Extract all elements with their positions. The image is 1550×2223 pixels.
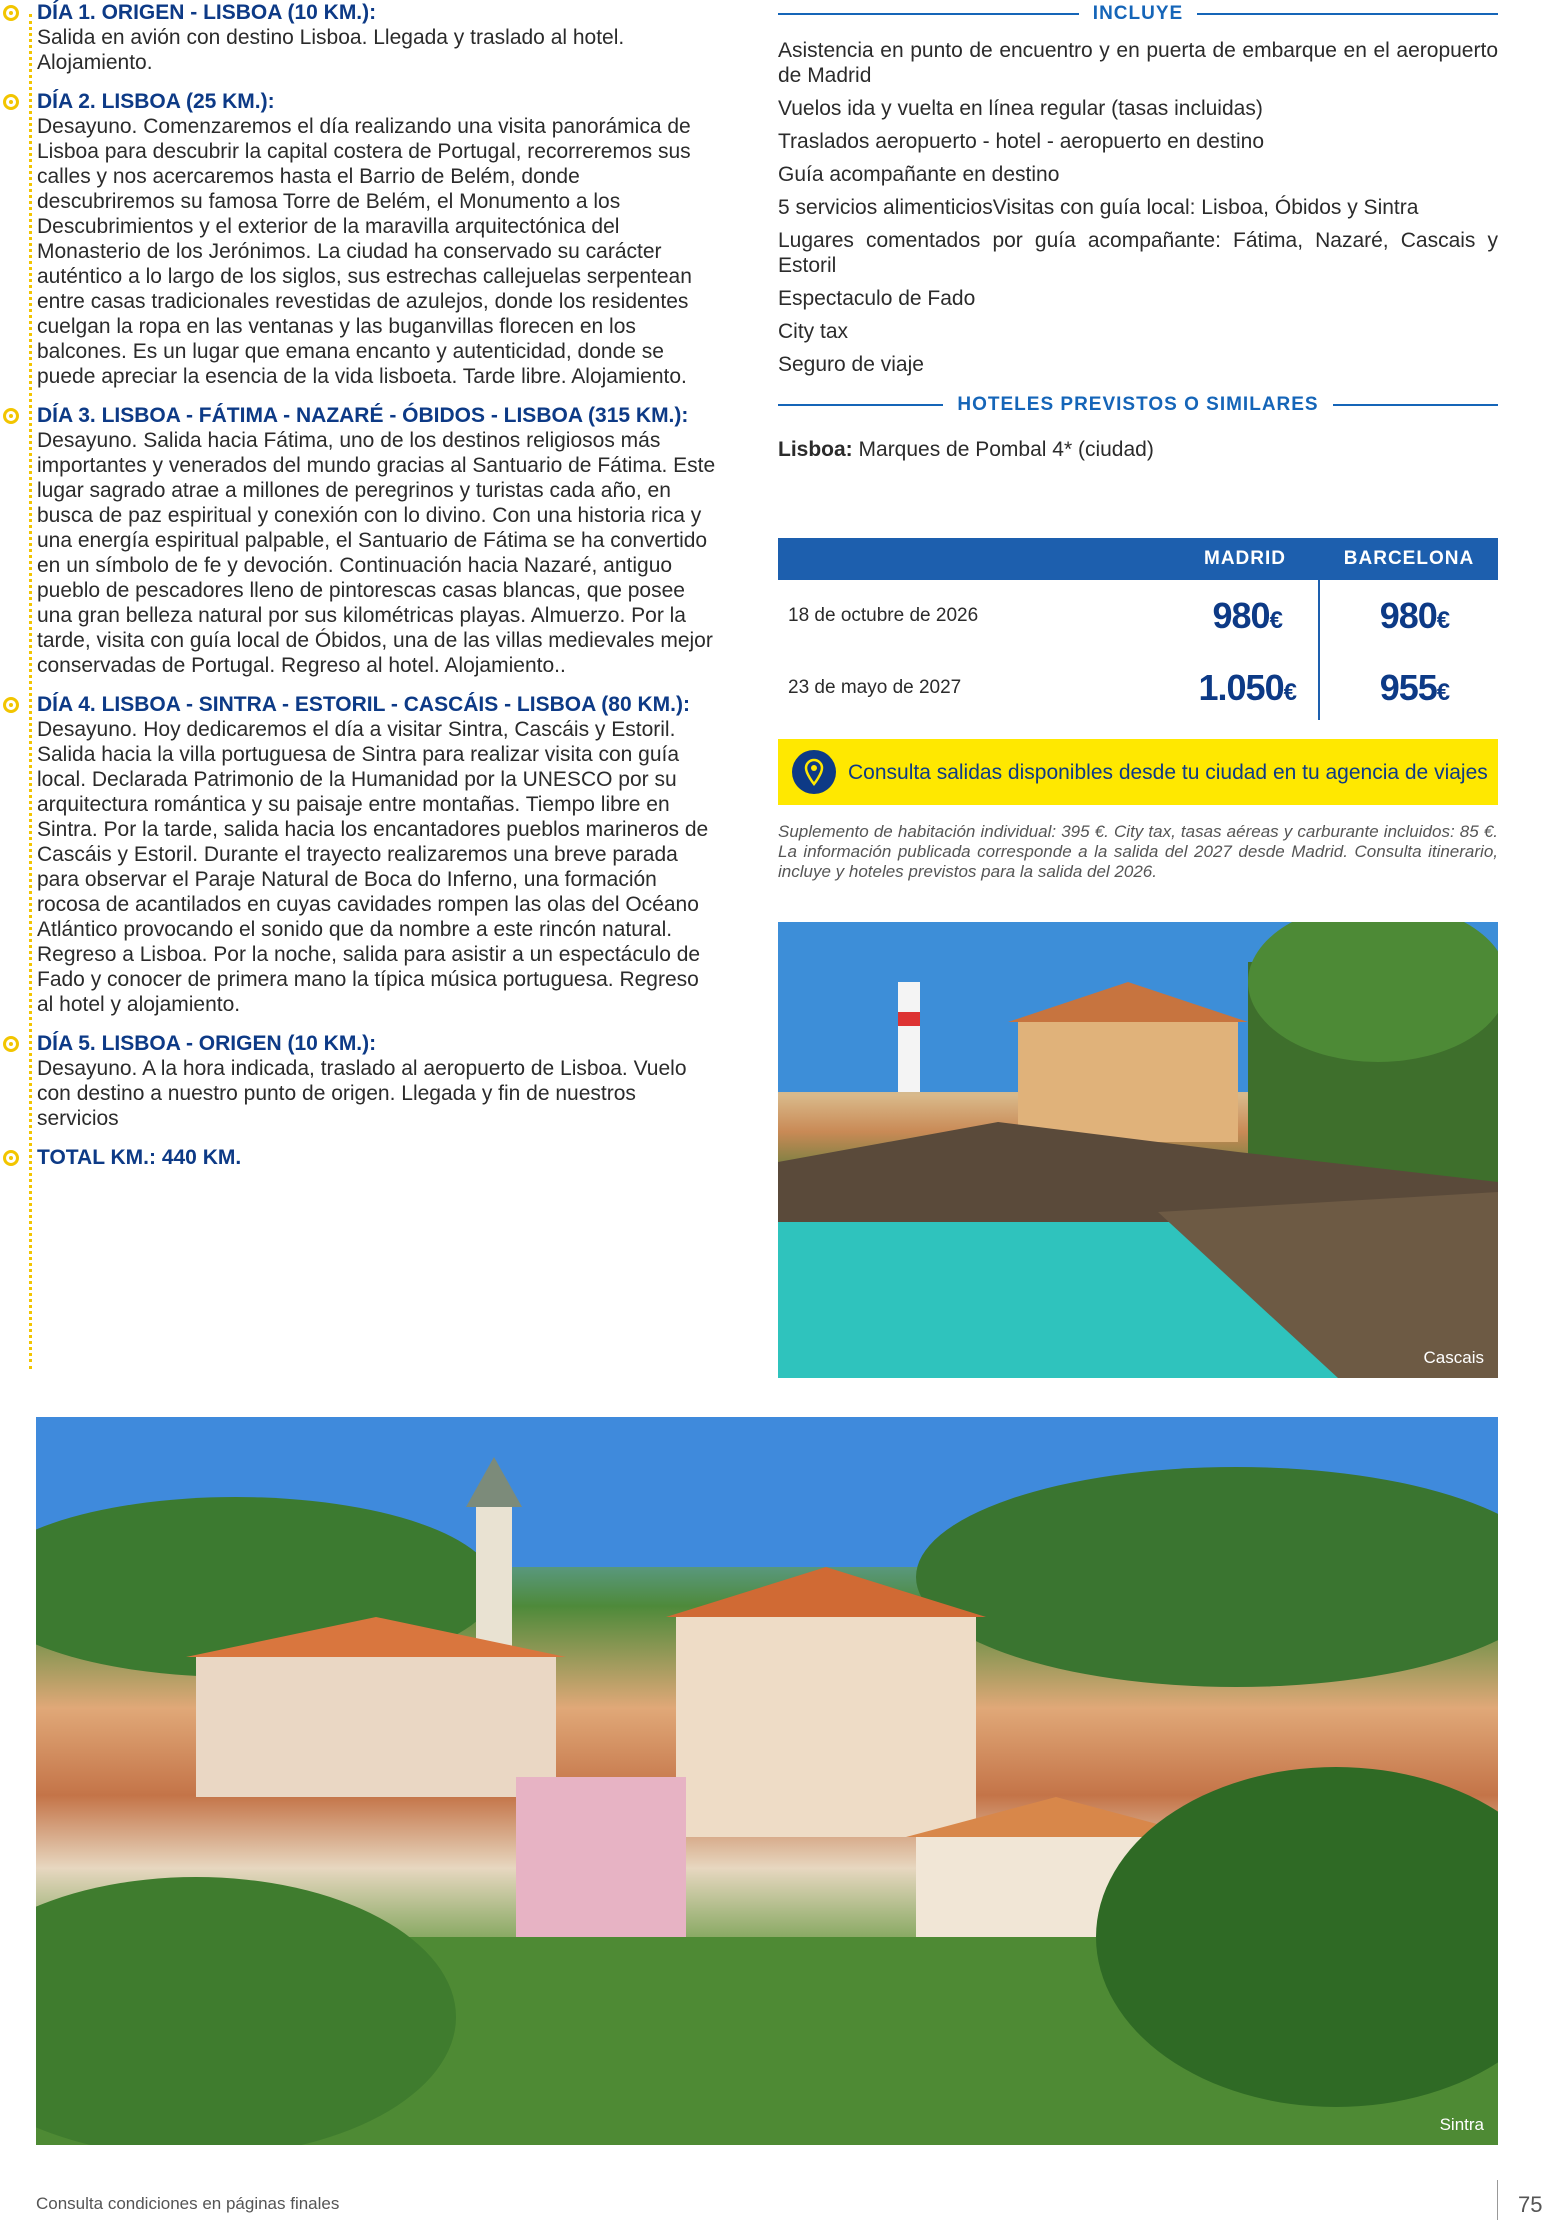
hotels-heading — [778, 391, 1498, 419]
day-marker-icon — [3, 697, 19, 713]
day-marker-icon — [3, 1150, 19, 1166]
table-row — [778, 580, 1498, 652]
heading-rule — [1197, 13, 1498, 15]
list-item: Espectaculo de Fado — [778, 287, 976, 310]
day-4 — [18, 692, 718, 1017]
day-body: Desayuno. Salida hacia Fátima, uno de los destinos religiosos más importantes y venerados del mundo gracias al Santuario de Fátima. Este lugar sagrado atrae a millones de peregrinos y turistas cada año, en busca de paz espiritual y conexión con lo divino. Con una historia rica y una energía espiritual palpable, el Santuario de Fátima se ha convertido en un símbolo de fe y devoción. Continuación hacia Nazaré, antiguo pueblo de pescadores lleno de pintorescas casas blancas, que posee una gran belleza natural por sus kilométricas playas. Almuerzo. Por la tarde, visita con guía local de Óbidos, una de las villas medievales mejor conservadas de Portugal. Regreso al hotel. Alojamiento.. — [37, 429, 716, 677]
includes-list — [778, 38, 1498, 377]
list-item: Asistencia en punto de encuentro y en puerta de embarque en el aeropuerto de Madrid — [778, 39, 1498, 87]
heading-rule — [778, 13, 1079, 15]
price-barcelona: 980€ — [1379, 595, 1450, 636]
day-title: DÍA 5. LISBOA - ORIGEN (10 KM.): — [37, 1032, 377, 1055]
photo-caption: Sintra — [1439, 2115, 1484, 2134]
day-body: Desayuno. A la hora indicada, traslado al aeropuerto de Lisboa. Vuelo con destino a nuestro punto de origen. Llegada y fin de nuestros servicios — [37, 1057, 687, 1130]
footer-text: Consulta condiciones en páginas finales — [36, 2194, 340, 2213]
photo-caption: Cascais — [1423, 1348, 1484, 1367]
day-body: Salida en avión con destino Lisboa. Llegada y traslado al hotel. Alojamiento. — [37, 26, 625, 74]
departure-date: 23 de mayo de 2027 — [788, 677, 962, 698]
location-pin-icon — [792, 750, 836, 794]
sintra-photo — [36, 1417, 1498, 2145]
includes-heading — [778, 0, 1498, 28]
column-header-barcelona: BARCELONA — [1343, 548, 1475, 569]
day-marker-icon — [3, 5, 19, 21]
itinerary-column — [18, 0, 718, 1170]
list-item: 5 servicios alimenticiosVisitas con guía local: Lisboa, Óbidos y Sintra — [778, 196, 1419, 219]
list-item: Guía acompañante en destino — [778, 163, 1060, 186]
info-column — [778, 0, 1498, 462]
price-table — [778, 538, 1498, 724]
table-row — [778, 652, 1498, 724]
day-title: TOTAL KM.: 440 KM. — [37, 1146, 242, 1169]
day-title: DÍA 2. LISBOA (25 KM.): — [37, 90, 275, 113]
hotels-heading-label: HOTELES PREVISTOS O SIMILARES — [957, 394, 1319, 415]
list-item: Seguro de viaje — [778, 353, 924, 376]
day-marker-icon — [3, 408, 19, 424]
price-footnote: Suplemento de habitación individual: 395 €. City tax, tasas aéreas y carburante incluidos: 85 €. La información publicada corresponde a la salida del 2027 desde Madrid. Consulta itinerario, incluye y hoteles previstos para la salida del 2026. — [778, 822, 1498, 881]
day-2 — [18, 89, 718, 389]
price-barcelona: 955€ — [1379, 667, 1450, 708]
header-spacer — [778, 538, 1170, 580]
list-item: Traslados aeropuerto - hotel - aeropuerto en destino — [778, 130, 1265, 153]
day-marker-icon — [3, 94, 19, 110]
departure-date: 18 de octubre de 2026 — [788, 605, 979, 626]
footer-rule — [1497, 2180, 1498, 2220]
cascais-illustration — [778, 922, 1498, 1378]
total-km — [18, 1145, 718, 1170]
hotel-name: Marques de Pombal 4* (ciudad) — [858, 438, 1154, 461]
day-title: DÍA 4. LISBOA - SINTRA - ESTORIL - CASCÁIS - LISBOA (80 KM.): — [37, 693, 690, 716]
day-1 — [18, 0, 718, 75]
sintra-illustration — [36, 1417, 1498, 2145]
cascais-photo — [778, 922, 1498, 1378]
day-5 — [18, 1031, 718, 1131]
day-title: DÍA 1. ORIGEN - LISBOA (10 KM.): — [37, 1, 377, 24]
hotel-city: Lisboa: — [778, 438, 853, 461]
column-divider — [1318, 580, 1320, 720]
day-3 — [18, 403, 718, 678]
price-table-header — [778, 538, 1498, 580]
day-title: DÍA 3. LISBOA - FÁTIMA - NAZARÉ - ÓBIDOS - LISBOA (315 KM.): — [37, 404, 689, 427]
list-item: Lugares comentados por guía acompañante: Fátima, Nazaré, Cascais y Estoril — [778, 229, 1498, 277]
hotel-entry — [778, 437, 1498, 462]
heading-rule — [1333, 404, 1498, 406]
list-item: Vuelos ida y vuelta en línea regular (tasas incluidas) — [778, 97, 1263, 120]
agency-notice — [778, 739, 1498, 805]
page-number: 75 — [1518, 2192, 1543, 2217]
includes-heading-label: INCLUYE — [1092, 3, 1184, 24]
list-item: City tax — [778, 320, 849, 343]
column-header-madrid: MADRID — [1204, 548, 1286, 569]
day-body: Desayuno. Comenzaremos el día realizando una visita panorámica de Lisboa para descubrir la capital costera de Portugal, recorreremos sus calles y nos acercaremos hasta el Barrio de Belém, donde descubriremos su famosa Torre de Belém, el Monumento a los Descubrimientos y el exterior de la maravilla arquitectónica del Monasterio de los Jerónimos. La ciudad ha conservado su carácter auténtico a lo largo de los siglos, sus estrechas callejuelas serpentean entre casas tradicionales revestidas de azulejos, donde los residentes cuelgan la ropa en las ventanas y las buganvillas florecen en los balcones. Es un lugar que emana encanto y autenticidad, donde se puede apreciar la esencia de la vida lisboeta. Tarde libre. Alojamiento. — [37, 115, 692, 388]
price-madrid: 980€ — [1212, 595, 1282, 636]
price-madrid: 1.050€ — [1198, 667, 1296, 708]
heading-rule — [778, 404, 943, 406]
day-body: Desayuno. Hoy dedicaremos el día a visitar Sintra, Cascáis y Estoril. Salida hacia la villa portuguesa de Sintra para realizar visita con guía local. Declarada Patrimonio de la Humanidad por la UNESCO por su arquitectura romántica y su paisaje entre montañas. Tiempo libre en Sintra. Por la tarde, salida hacia los encantadores pueblos marineros de Cascáis y Estoril. Durante el trayecto realizaremos una breve parada para observar el Paraje Natural de Boca do Inferno, una formación rocosa de acantilados en cuyas cavidades rompen las olas del Océano Atlántico provocando el sonido que da nombre a este rincón natural. Regreso a Lisboa. Por la noche, salida para asistir a un espectáculo de Fado y conocer de primera mano la típica música portuguesa. Regreso al hotel y alojamiento. — [37, 718, 709, 1016]
day-marker-icon — [3, 1036, 19, 1052]
notice-text: Consulta salidas disponibles desde tu ciudad en tu agencia de viajes — [848, 760, 1488, 784]
